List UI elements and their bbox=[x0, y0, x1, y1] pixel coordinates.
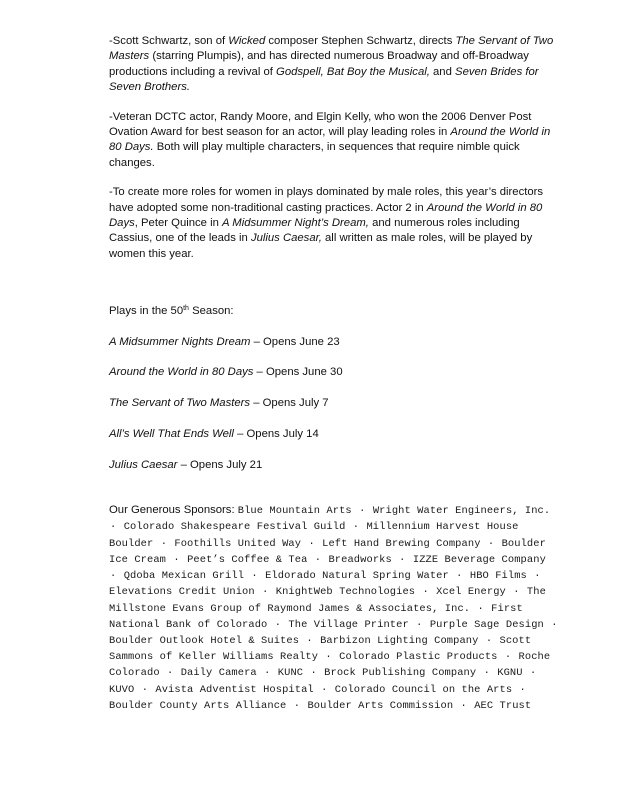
sponsor-name: HBO Films bbox=[469, 570, 527, 583]
sponsors-label: Our Generous Sponsors: bbox=[109, 504, 235, 517]
sponsor-name: Elevations Credit Union bbox=[109, 586, 255, 599]
sponsor-separator: · bbox=[160, 537, 168, 550]
sponsor-separator: · bbox=[513, 586, 520, 599]
play-title: Julius Caesar bbox=[109, 458, 178, 471]
sponsor-separator: · bbox=[314, 553, 322, 566]
season-heading bbox=[109, 304, 559, 319]
sponsor-name: Eldorado Natural Spring Water bbox=[265, 570, 449, 583]
news-notes bbox=[109, 34, 559, 262]
sponsor-name: Boulder Arts Commission bbox=[307, 699, 454, 712]
sponsor-name: Qdoba Mexican Grill bbox=[123, 570, 245, 583]
sponsor-name: Colorado Plastic Products bbox=[339, 651, 498, 664]
sponsor-separator: · bbox=[306, 634, 313, 647]
sponsor-separator: · bbox=[487, 537, 495, 550]
paragraph-text: (starring Plumpis), and has directed numerous Broadway and off-Broadway productions including a revival of bbox=[109, 50, 529, 78]
paragraph-text: -Veteran DCTC actor, Randy Moore, and Elgin Kelly, who won the 2006 Denver Post Ovation Award for best season for an actor, will play leading roles in bbox=[109, 110, 532, 139]
paragraph-text: and bbox=[429, 65, 456, 78]
italic-title-text: Godspell, Bat Boy the Musical, bbox=[276, 65, 430, 78]
sponsor-name: Roche Colorado bbox=[109, 651, 551, 680]
sponsor-separator: · bbox=[173, 553, 180, 566]
sponsor-name: The Village Printer bbox=[288, 618, 409, 631]
play-opening-date: – Opens July 14 bbox=[233, 428, 319, 441]
sponsor-separator: · bbox=[534, 570, 541, 583]
play-item bbox=[109, 365, 559, 380]
paragraph-text: -Scott Schwartz, son of bbox=[109, 35, 229, 47]
sponsor-separator: · bbox=[519, 683, 526, 696]
paragraph-text: composer Stephen Schwartz, directs bbox=[265, 35, 456, 47]
sponsor-name: Millennium Harvest House Boulder bbox=[109, 521, 519, 550]
play-item bbox=[109, 396, 559, 411]
sponsor-name: Scott Sammons of Keller Williams Realty bbox=[109, 634, 532, 664]
play-item bbox=[109, 335, 559, 350]
sponsor-name: KGNU bbox=[497, 667, 523, 680]
play-opening-date: – Opens July 21 bbox=[177, 458, 263, 471]
italic-title-text: A Midsummer Night’s Dream, bbox=[222, 217, 369, 230]
sponsor-separator: · bbox=[321, 683, 328, 696]
sponsor-name: Purple Sage Design bbox=[429, 618, 544, 631]
paragraph bbox=[109, 110, 559, 172]
play-title: A Midsummer Nights Dream bbox=[109, 335, 251, 348]
plays-list bbox=[109, 335, 559, 474]
sponsor-separator: · bbox=[456, 570, 463, 583]
paragraph bbox=[109, 185, 559, 262]
sponsor-separator: · bbox=[477, 602, 484, 615]
sponsor-separator: · bbox=[251, 570, 258, 583]
sponsor-separator: · bbox=[167, 667, 174, 680]
sponsor-name: Xcel Energy bbox=[436, 586, 506, 599]
sponsor-separator: · bbox=[529, 667, 537, 680]
sponsor-separator: · bbox=[504, 651, 512, 664]
play-opening-date: – Opens June 23 bbox=[250, 335, 340, 348]
sponsor-name: Left Hand Brewing Company bbox=[322, 537, 481, 550]
italic-title-text: Wicked bbox=[228, 35, 266, 47]
sponsor-name: Barbizon Lighting Company bbox=[320, 634, 479, 647]
season-heading-superscript: th bbox=[183, 305, 189, 313]
sponsor-separator: · bbox=[110, 521, 117, 534]
play-item bbox=[109, 458, 559, 473]
play-title: Around the World in 80 Days bbox=[109, 366, 254, 379]
sponsor-name: Colorado Shakespeare Festival Guild bbox=[123, 521, 346, 534]
document-page bbox=[109, 34, 559, 714]
sponsor-separator: · bbox=[359, 505, 366, 518]
italic-title-text: Julius Caesar, bbox=[250, 232, 322, 245]
sponsor-separator: · bbox=[110, 570, 117, 583]
play-title: The Servant of Two Masters bbox=[109, 397, 251, 410]
sponsor-name: First National Bank of Colorado bbox=[109, 602, 523, 631]
sponsor-separator: · bbox=[274, 618, 282, 631]
sponsor-name: Blue Mountain Arts bbox=[237, 505, 352, 518]
sponsor-separator: · bbox=[262, 586, 269, 599]
paragraph-text: , Peter Quince in bbox=[134, 217, 223, 230]
sponsor-name: Avista Adventist Hospital bbox=[155, 683, 314, 696]
sponsor-name: Brock Publishing Company bbox=[324, 667, 477, 680]
paragraph-text: -To create more roles for women in plays dominated by male roles, this year’s directors have adopted some non-traditional casting practices. Actor 2 in bbox=[109, 186, 544, 214]
sponsor-name: The Millstone Evans Group of Raymond James & Associates, Inc. bbox=[109, 586, 546, 615]
sponsor-name: Boulder County Arts Alliance bbox=[109, 699, 287, 712]
sponsor-separator: · bbox=[551, 618, 558, 631]
sponsor-name: Colorado Council on the Arts bbox=[334, 683, 513, 696]
sponsor-separator: · bbox=[310, 667, 317, 680]
paragraph-text: and numerous roles including Cassius, one of the leads in bbox=[109, 217, 520, 245]
sponsor-name: KUNC bbox=[277, 667, 304, 680]
play-opening-date: – Opens July 7 bbox=[250, 397, 329, 410]
sponsor-separator: · bbox=[308, 537, 315, 550]
sponsor-separator: · bbox=[399, 553, 406, 566]
paragraph-text: Both will play multiple characters, in sequences that require nimble quick changes. bbox=[109, 141, 520, 169]
sponsor-name: Foothills United Way bbox=[174, 537, 302, 550]
sponsor-separator: · bbox=[460, 699, 467, 712]
sponsor-separator: · bbox=[352, 521, 360, 534]
sponsor-name: Boulder Outlook Hotel & Suites bbox=[109, 634, 300, 647]
sponsor-separator: · bbox=[293, 699, 301, 712]
sponsor-name: Wright Water Engineers, Inc. bbox=[372, 505, 551, 518]
sponsor-name: KUVO bbox=[109, 683, 135, 696]
play-item bbox=[109, 427, 559, 442]
sponsors-section bbox=[109, 503, 559, 714]
season-heading-suffix: Season: bbox=[188, 305, 234, 318]
paragraph-text: all written as male roles, will be played by women this year. bbox=[109, 232, 533, 260]
italic-title-text: Around the World in 80 Days. bbox=[109, 126, 551, 154]
sponsor-separator: · bbox=[422, 586, 429, 599]
sponsor-list bbox=[109, 505, 559, 711]
sponsor-separator: · bbox=[483, 667, 490, 680]
sponsor-name: IZZE Beverage Company bbox=[412, 553, 546, 566]
sponsor-separator: · bbox=[264, 667, 271, 680]
sponsor-name: AEC Trust bbox=[474, 699, 532, 712]
italic-title-text: Around the World in 80 Days bbox=[109, 201, 543, 230]
sponsor-name: KnightWeb Technologies bbox=[275, 586, 416, 599]
italic-title-text: The Servant of Two Masters bbox=[109, 35, 554, 63]
sponsor-name: Daily Camera bbox=[180, 667, 257, 680]
season-heading-prefix: Plays in the 50 bbox=[109, 305, 184, 318]
sponsor-name: Breadworks bbox=[328, 553, 392, 566]
sponsor-name: Peet’s Coffee & Tea bbox=[187, 553, 308, 566]
play-opening-date: – Opens June 30 bbox=[253, 366, 343, 379]
play-title: All’s Well That Ends Well bbox=[109, 428, 234, 441]
sponsor-separator: · bbox=[485, 634, 493, 647]
italic-title-text: Seven Brides for Seven Brothers. bbox=[109, 65, 539, 94]
sponsor-name: Boulder Ice Cream bbox=[109, 537, 546, 566]
sponsor-separator: · bbox=[141, 683, 149, 696]
paragraph bbox=[109, 34, 559, 96]
sponsor-separator: · bbox=[416, 618, 423, 631]
sponsor-separator: · bbox=[325, 651, 332, 664]
